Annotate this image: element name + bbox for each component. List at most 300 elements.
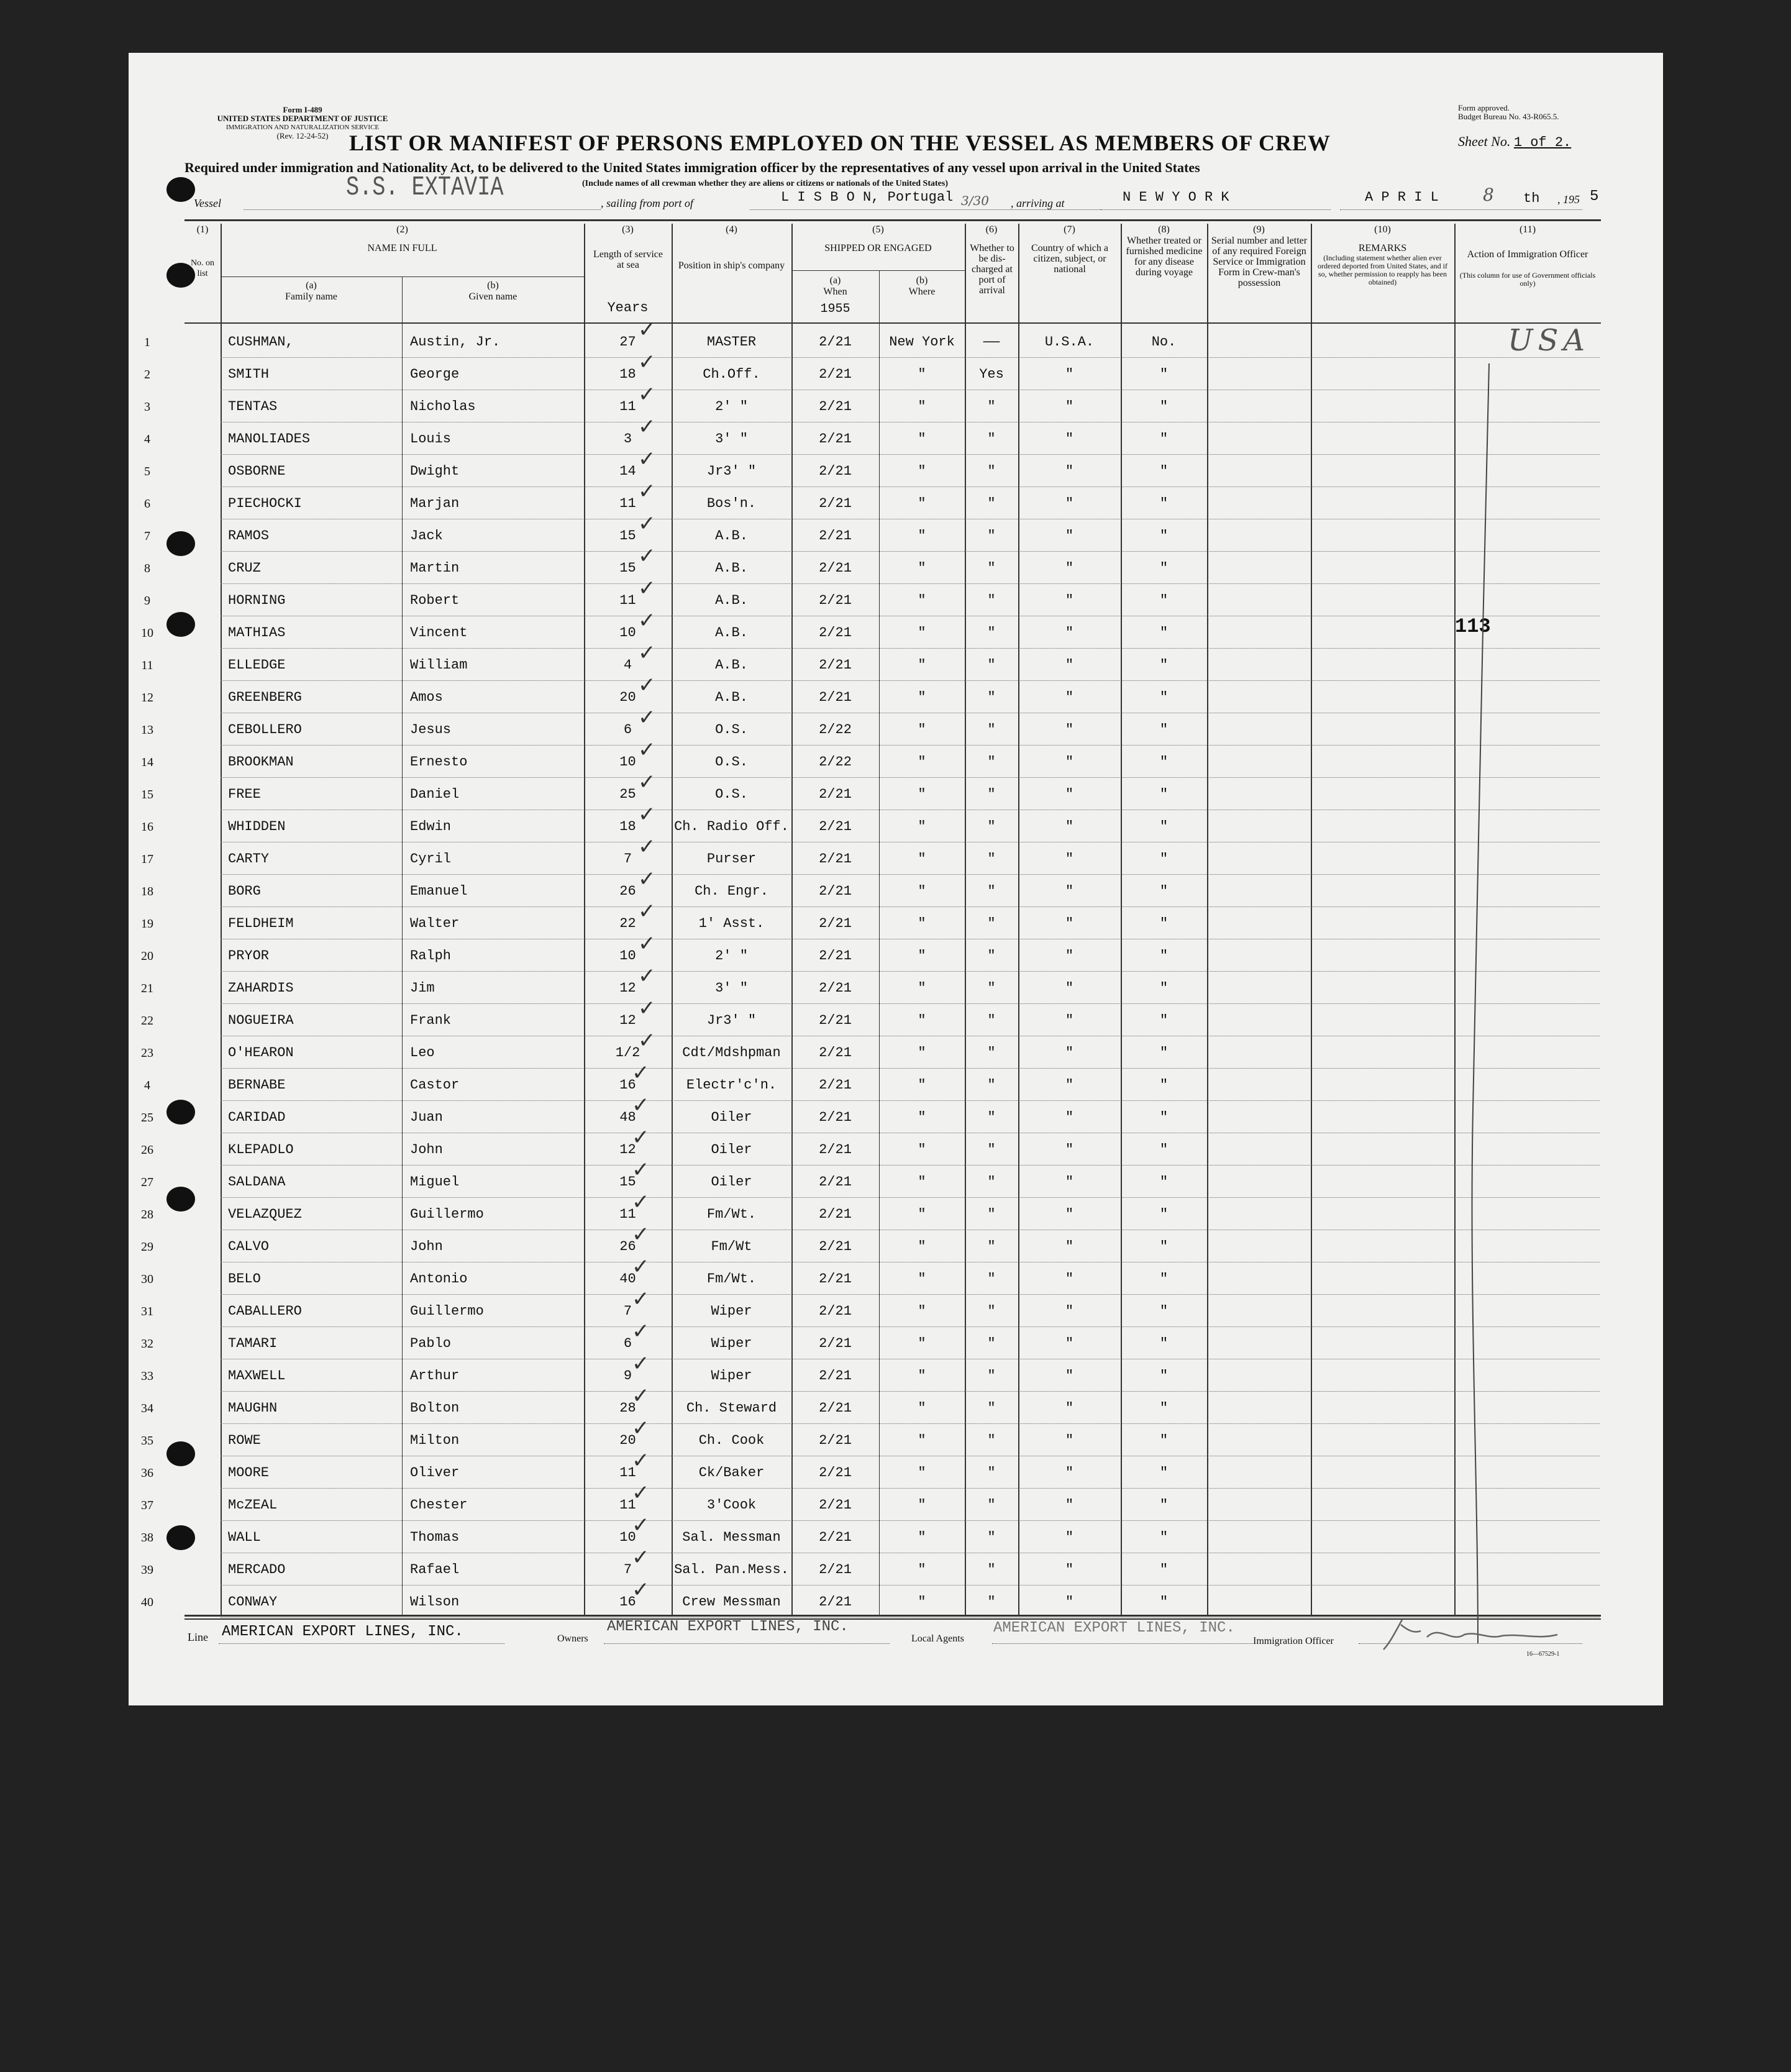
table-row xyxy=(141,899,1601,940)
cell-position: Oiler xyxy=(711,1110,752,1125)
cell-position: Oiler xyxy=(711,1174,752,1190)
cell-treated: " xyxy=(1159,1174,1169,1190)
table-row xyxy=(141,1190,1601,1231)
table-row xyxy=(141,1093,1601,1134)
row-dotted-rule xyxy=(221,1197,1600,1198)
cell-where: " xyxy=(918,1207,926,1222)
cell-where: " xyxy=(918,1045,926,1061)
row-number: 26 xyxy=(141,1143,153,1157)
cell-years: 11 xyxy=(619,593,636,608)
table-row xyxy=(141,996,1601,1037)
cell-country: " xyxy=(1065,851,1074,867)
table-row xyxy=(141,1028,1601,1069)
cell-position: Electr'c'n. xyxy=(686,1077,777,1093)
cell-disch: " xyxy=(987,657,996,673)
cell-given: Ralph xyxy=(410,948,452,964)
cell-when: 2/21 xyxy=(819,1174,852,1190)
row-number: 23 xyxy=(141,1046,153,1060)
col-header-where: Where xyxy=(908,286,936,297)
row-number: 21 xyxy=(141,982,153,995)
cell-family: CALVO xyxy=(228,1239,270,1254)
footer-officer-label: Immigration Officer xyxy=(1253,1636,1334,1646)
cell-when: 2/21 xyxy=(819,851,852,867)
cell-position: Ch. Radio Off. xyxy=(674,819,789,834)
col-header-no: No. on list xyxy=(190,258,215,278)
cell-when: 2/21 xyxy=(819,657,852,673)
cell-disch: " xyxy=(987,1271,996,1287)
row-dotted-rule xyxy=(221,1488,1600,1489)
row-number: 25 xyxy=(141,1111,153,1125)
cell-disch: " xyxy=(987,819,996,834)
check-mark-icon: ✓ xyxy=(632,1157,650,1182)
check-mark-icon: ✓ xyxy=(638,802,656,827)
cell-family: CONWAY xyxy=(228,1594,278,1610)
cell-treated: " xyxy=(1159,528,1169,544)
cell-treated: " xyxy=(1159,463,1169,479)
handwritten-count: 113 xyxy=(1455,615,1491,638)
cell-where: " xyxy=(918,1142,926,1157)
cell-years: 10 xyxy=(619,948,636,964)
cell-family: MANOLIADES xyxy=(228,431,311,447)
cell-family: WALL xyxy=(228,1530,261,1545)
row-number: 14 xyxy=(141,755,153,769)
cell-where: " xyxy=(918,496,926,511)
row-number: 5 xyxy=(144,465,150,478)
cell-position: Crew Messman xyxy=(682,1594,781,1610)
cell-treated: " xyxy=(1159,754,1169,770)
cell-given: Nicholas xyxy=(410,399,476,414)
col-num-5: (5) xyxy=(872,224,884,235)
cell-years: 11 xyxy=(619,496,636,511)
row-number: 13 xyxy=(141,723,153,737)
table-row xyxy=(141,931,1601,972)
cell-where: " xyxy=(918,399,926,414)
row-number: 40 xyxy=(141,1595,153,1609)
row-number: 36 xyxy=(141,1466,153,1480)
cell-where: " xyxy=(918,1400,926,1416)
table-row xyxy=(144,317,1601,358)
cell-disch: " xyxy=(987,1303,996,1319)
cell-given: Castor xyxy=(410,1077,460,1093)
punch-hole xyxy=(166,612,195,637)
cell-where: " xyxy=(918,754,926,770)
check-mark-icon: ✓ xyxy=(638,705,656,730)
cell-given: Daniel xyxy=(410,787,460,802)
cell-country: " xyxy=(1065,367,1074,382)
cell-country: " xyxy=(1065,1142,1074,1157)
cell-position: O.S. xyxy=(715,787,748,802)
cell-country: " xyxy=(1065,496,1074,511)
check-mark-icon: ✓ xyxy=(638,382,656,407)
cell-treated: " xyxy=(1159,1433,1169,1448)
cell-country: U.S.A. xyxy=(1044,334,1095,350)
cell-where: " xyxy=(918,819,926,834)
cell-family: FELDHEIM xyxy=(228,916,294,931)
footer-owners-underline xyxy=(604,1643,890,1644)
cell-years: 20 xyxy=(619,690,636,705)
cell-treated: " xyxy=(1159,1110,1169,1125)
cell-disch: " xyxy=(987,690,996,705)
cell-where: " xyxy=(918,1303,926,1319)
cell-where: " xyxy=(918,883,926,899)
check-mark-icon: ✓ xyxy=(638,350,656,375)
port-note: 3/30 xyxy=(961,193,989,208)
cell-when: 2/21 xyxy=(819,1207,852,1222)
cell-when: 2/21 xyxy=(819,1530,852,1545)
cell-where: " xyxy=(918,1110,926,1125)
cell-disch: " xyxy=(987,431,996,447)
cell-family: WHIDDEN xyxy=(228,819,286,834)
check-mark-icon: ✓ xyxy=(632,1061,650,1085)
cell-disch: " xyxy=(987,1368,996,1384)
footer-owners-value: AMERICAN EXPORT LINES, INC. xyxy=(607,1618,849,1635)
row-number: 35 xyxy=(141,1434,153,1448)
cell-when: 2/21 xyxy=(819,690,852,705)
cell-years: 6 xyxy=(623,1336,632,1351)
cell-disch: " xyxy=(987,593,996,608)
cell-when: 2/21 xyxy=(819,528,852,544)
cell-position: 3'Cook xyxy=(706,1497,757,1513)
cell-where: " xyxy=(918,1239,926,1254)
vessel-label: Vessel xyxy=(194,197,221,209)
cell-position: Ch. Steward xyxy=(686,1400,777,1416)
cell-when: 2/21 xyxy=(819,625,852,641)
cell-given: Vincent xyxy=(410,625,468,641)
col-header-shipped: SHIPPED OR ENGAGED xyxy=(824,243,932,253)
cell-position: O.S. xyxy=(715,754,748,770)
year-digit: 5 xyxy=(1590,188,1599,205)
cell-given: Jesus xyxy=(410,722,452,737)
cell-when: 2/22 xyxy=(819,754,852,770)
cell-country: " xyxy=(1065,948,1074,964)
cell-disch: " xyxy=(987,1594,996,1610)
port-to-underline xyxy=(1101,209,1331,210)
cell-country: " xyxy=(1065,787,1074,802)
row-dotted-rule xyxy=(221,1423,1600,1424)
check-mark-icon: ✓ xyxy=(632,1481,650,1505)
cell-given: Bolton xyxy=(410,1400,460,1416)
cell-where: " xyxy=(918,625,926,641)
cell-when: 2/21 xyxy=(819,948,852,964)
cell-where: " xyxy=(918,1013,926,1028)
cell-family: CABALLERO xyxy=(228,1303,302,1319)
row-dotted-rule xyxy=(221,551,1600,552)
row-dotted-rule xyxy=(221,1003,1600,1004)
cell-given: Wilson xyxy=(410,1594,460,1610)
cell-where: " xyxy=(918,528,926,544)
cell-position: A.B. xyxy=(715,593,748,608)
cell-treated: " xyxy=(1159,1400,1169,1416)
cell-disch: " xyxy=(987,948,996,964)
cell-when: 2/21 xyxy=(819,463,852,479)
table-row xyxy=(141,1125,1601,1166)
table-row xyxy=(141,770,1601,811)
sheet-number xyxy=(1458,134,1571,150)
cell-disch: " xyxy=(987,1530,996,1545)
cell-where: " xyxy=(918,1368,926,1384)
row-dotted-rule xyxy=(221,777,1600,778)
col-header-when-year: 1955 xyxy=(820,302,850,316)
print-code: 16—67529-1 xyxy=(1526,1651,1560,1658)
cell-treated: " xyxy=(1159,1142,1169,1157)
cell-disch: " xyxy=(987,1110,996,1125)
cell-when: 2/21 xyxy=(819,787,852,802)
row-dotted-rule xyxy=(221,971,1600,972)
cell-where: " xyxy=(918,851,926,867)
cell-when: 2/21 xyxy=(819,367,852,382)
punch-hole xyxy=(166,1100,195,1125)
check-mark-icon: ✓ xyxy=(638,317,656,342)
cell-family: OSBORNE xyxy=(228,463,286,479)
cell-given: George xyxy=(410,367,460,382)
cell-country: " xyxy=(1065,1465,1074,1481)
check-mark-icon: ✓ xyxy=(638,770,656,795)
table-row xyxy=(144,544,1601,585)
cell-when: 2/21 xyxy=(819,1400,852,1416)
cell-position: Jr3' " xyxy=(706,1013,757,1028)
check-mark-icon: ✓ xyxy=(632,1384,650,1408)
cell-position: Fm/Wt. xyxy=(706,1207,757,1222)
row-dotted-rule xyxy=(221,1294,1600,1295)
row-number: 39 xyxy=(141,1563,153,1577)
row-number: 1 xyxy=(144,335,150,349)
table-row xyxy=(141,1545,1601,1586)
cell-disch: " xyxy=(987,1497,996,1513)
date-underline xyxy=(1340,209,1582,210)
row-number: 27 xyxy=(141,1175,153,1189)
cell-family: NOGUEIRA xyxy=(228,1013,294,1028)
cell-country: " xyxy=(1065,722,1074,737)
row-number: 22 xyxy=(141,1014,153,1028)
cell-where: " xyxy=(918,1336,926,1351)
check-mark-icon: ✓ xyxy=(638,899,656,924)
cell-treated: " xyxy=(1159,496,1169,511)
cell-treated: " xyxy=(1159,1207,1169,1222)
cell-disch: " xyxy=(987,560,996,576)
cell-country: " xyxy=(1065,431,1074,447)
cell-disch: " xyxy=(987,1013,996,1028)
cell-when: 2/22 xyxy=(819,722,852,737)
cell-where: " xyxy=(918,1562,926,1577)
table-row xyxy=(141,1481,1601,1522)
punch-hole xyxy=(166,177,195,202)
row-number: 16 xyxy=(141,820,153,834)
cell-disch: " xyxy=(987,1562,996,1577)
cell-years: 4 xyxy=(623,657,632,673)
cell-position: O.S. xyxy=(715,722,748,737)
cell-disch: " xyxy=(987,980,996,996)
cell-position: Wiper xyxy=(711,1336,752,1351)
cell-when: 2/21 xyxy=(819,980,852,996)
check-mark-icon: ✓ xyxy=(638,867,656,892)
table-row xyxy=(141,705,1601,746)
check-mark-icon: ✓ xyxy=(638,576,656,601)
cell-years: 16 xyxy=(619,1594,636,1610)
cell-years: 15 xyxy=(619,1174,636,1190)
footer-agents-value: AMERICAN EXPORT LINES, INC. xyxy=(993,1620,1235,1636)
cell-when: 2/21 xyxy=(819,560,852,576)
col-header-remarks-note: (Including statement whether alien ever ordered deported from United States, and if so, whether permission to reapply has been obtained) xyxy=(1318,253,1447,286)
punch-hole xyxy=(166,263,195,288)
row-number: 7 xyxy=(144,529,150,543)
check-mark-icon: ✓ xyxy=(638,737,656,762)
cell-disch: " xyxy=(987,1400,996,1416)
cell-country: " xyxy=(1065,1045,1074,1061)
cell-disch: " xyxy=(987,916,996,931)
cell-years: 18 xyxy=(619,367,636,382)
cell-given: Antonio xyxy=(410,1271,468,1287)
row-dotted-rule xyxy=(221,874,1600,875)
cell-years: 12 xyxy=(619,1013,636,1028)
cell-country: " xyxy=(1065,560,1074,576)
cell-country: " xyxy=(1065,1207,1074,1222)
form-approved: Form approved. xyxy=(1458,103,1510,112)
cell-position: A.B. xyxy=(715,528,748,544)
cell-position: Cdt/Mdshpman xyxy=(682,1045,781,1061)
check-mark-icon: ✓ xyxy=(638,414,656,439)
cell-where: " xyxy=(918,1174,926,1190)
cell-when: 2/21 xyxy=(819,883,852,899)
arrival-month: A P R I L xyxy=(1365,189,1439,205)
check-mark-icon: ✓ xyxy=(632,1448,650,1473)
row-number: 32 xyxy=(141,1337,153,1351)
row-number: 33 xyxy=(141,1369,153,1383)
cell-country: " xyxy=(1065,1239,1074,1254)
cell-treated: No. xyxy=(1151,334,1177,350)
cell-disch: " xyxy=(987,1239,996,1254)
cell-disch: " xyxy=(987,787,996,802)
cell-treated: " xyxy=(1159,1594,1169,1610)
footer-owners-label: Owners xyxy=(557,1633,588,1644)
table-row xyxy=(141,1222,1601,1263)
cell-treated: " xyxy=(1159,690,1169,705)
cell-where: " xyxy=(918,1433,926,1448)
table-row xyxy=(144,1061,1601,1102)
row-dotted-rule xyxy=(221,1585,1600,1586)
cell-country: " xyxy=(1065,819,1074,834)
cell-position: Ch.Off. xyxy=(703,367,760,382)
cell-family: O'HEARON xyxy=(228,1045,294,1061)
check-mark-icon: ✓ xyxy=(638,447,656,472)
cell-treated: " xyxy=(1159,1465,1169,1481)
table-row xyxy=(144,414,1601,455)
check-mark-icon: ✓ xyxy=(632,1190,650,1215)
cell-country: " xyxy=(1065,528,1074,544)
col-num-4: (4) xyxy=(726,224,737,235)
cell-years: 10 xyxy=(619,1530,636,1545)
check-mark-icon: ✓ xyxy=(632,1351,650,1376)
cell-where: " xyxy=(918,1530,926,1545)
cell-where: " xyxy=(918,916,926,931)
cell-given: John xyxy=(410,1239,443,1254)
check-mark-icon: ✓ xyxy=(632,1577,650,1602)
cell-position: Ch. Cook xyxy=(698,1433,765,1448)
cell-years: 7 xyxy=(623,1562,632,1577)
table-row xyxy=(144,479,1601,520)
cell-when: 2/21 xyxy=(819,399,852,414)
cell-years: 6 xyxy=(623,722,632,737)
cell-years: 28 xyxy=(619,1400,636,1416)
cell-treated: " xyxy=(1159,948,1169,964)
approval-block xyxy=(1458,104,1559,121)
cell-treated: " xyxy=(1159,1303,1169,1319)
cell-family: CRUZ xyxy=(228,560,261,576)
row-dotted-rule xyxy=(221,1068,1600,1069)
row-dotted-rule xyxy=(221,454,1600,455)
cell-years: 40 xyxy=(619,1271,636,1287)
cell-given: Guillermo xyxy=(410,1207,484,1222)
cell-country: " xyxy=(1065,625,1074,641)
row-number: 20 xyxy=(141,949,153,963)
cell-country: " xyxy=(1065,463,1074,479)
table-top-rule xyxy=(185,219,1601,221)
cell-treated: " xyxy=(1159,819,1169,834)
cell-years: 11 xyxy=(619,1207,636,1222)
cell-given: Edwin xyxy=(410,819,452,834)
sheet-label: Sheet No. xyxy=(1458,134,1511,149)
cell-treated: " xyxy=(1159,916,1169,931)
check-mark-icon: ✓ xyxy=(638,673,656,698)
row-dotted-rule xyxy=(221,1165,1600,1166)
cell-treated: " xyxy=(1159,399,1169,414)
cell-where: " xyxy=(918,431,926,447)
cell-country: " xyxy=(1065,1497,1074,1513)
row-number: 28 xyxy=(141,1208,153,1221)
table-row xyxy=(141,1351,1601,1392)
cell-disch: " xyxy=(987,851,996,867)
cell-country: " xyxy=(1065,1336,1074,1351)
row-number: 34 xyxy=(141,1402,153,1415)
cell-when: 2/21 xyxy=(819,496,852,511)
cell-family: TENTAS xyxy=(228,399,278,414)
cell-where: " xyxy=(918,367,926,382)
cell-disch: " xyxy=(987,496,996,511)
cell-given: Louis xyxy=(410,431,452,447)
table-row xyxy=(141,1157,1601,1198)
cell-where: " xyxy=(918,1271,926,1287)
cell-treated: " xyxy=(1159,1562,1169,1577)
cell-given: Frank xyxy=(410,1013,452,1028)
cell-family: ZAHARDIS xyxy=(228,980,294,996)
row-number: 3 xyxy=(144,400,150,414)
cell-given: Amos xyxy=(410,690,443,705)
check-mark-icon: ✓ xyxy=(638,931,656,956)
cell-disch: " xyxy=(987,1077,996,1093)
cell-when: 2/21 xyxy=(819,1594,852,1610)
row-dotted-rule xyxy=(221,1520,1600,1521)
table-row xyxy=(141,1416,1601,1457)
check-mark-icon: ✓ xyxy=(638,834,656,859)
department: UNITED STATES DEPARTMENT OF JUSTICE xyxy=(217,114,388,123)
cell-family: GREENBERG xyxy=(228,690,302,705)
cell-given: Martin xyxy=(410,560,460,576)
cell-position: 3' " xyxy=(715,980,748,996)
row-number: 11 xyxy=(141,659,153,672)
include-note: (Include names of all crewman whether they are aliens or citizens or nationals of the United States) xyxy=(582,179,948,188)
col-header-given: Given name xyxy=(468,291,517,302)
cell-country: " xyxy=(1065,1077,1074,1093)
cell-position: Jr3' " xyxy=(706,463,757,479)
cell-where: " xyxy=(918,948,926,964)
cell-position: 3' " xyxy=(715,431,748,447)
cell-treated: " xyxy=(1159,431,1169,447)
cell-country: " xyxy=(1065,1433,1074,1448)
required-statement: Required under immigration and Nationality Act, to be delivered to the United States immigration officer by the representatives of any vessel upon arrival in the United States xyxy=(185,160,1200,175)
row-number: 15 xyxy=(141,788,153,801)
footer-line-underline xyxy=(219,1643,504,1644)
table-row xyxy=(141,802,1601,843)
col-header-family-letter: (a) xyxy=(306,280,317,291)
